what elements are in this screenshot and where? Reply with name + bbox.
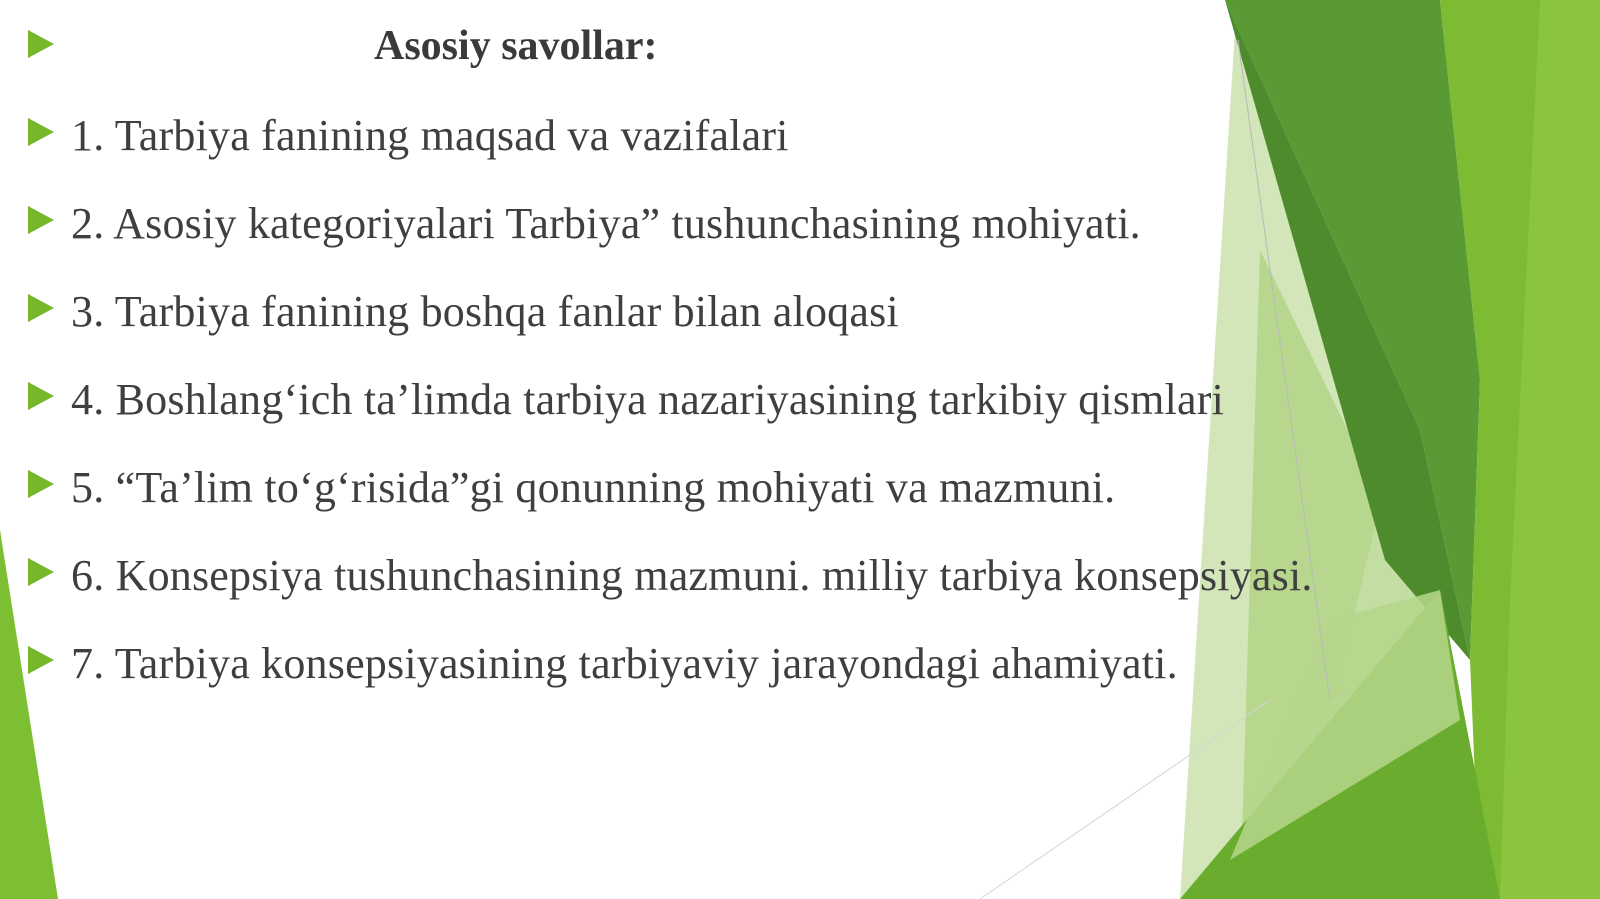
triangle-bullet-icon bbox=[28, 30, 54, 58]
list-item-text: 7. Tarbiya konsepsiyasining tarbiyaviy jarayondagi ahamiyati. bbox=[71, 639, 1178, 688]
list-item-text: 2. Asosiy kategoriyalari Tarbiya” tushunchasining mohiyati. bbox=[71, 199, 1141, 248]
triangle-bullet-icon bbox=[28, 294, 54, 322]
slide-title: Asosiy savollar: bbox=[374, 23, 658, 69]
triangle-bullet-icon bbox=[28, 382, 54, 410]
triangle-bullet-icon bbox=[28, 470, 54, 498]
list-item-text: 3. Tarbiya fanining boshqa fanlar bilan aloqasi bbox=[71, 287, 899, 336]
triangle-bullet-icon bbox=[28, 558, 54, 586]
triangle-bullet-icon bbox=[28, 118, 54, 146]
list-item-text: 6. Konsepsiya tushunchasining mazmuni. milliy tarbiya konsepsiyasi. bbox=[71, 551, 1313, 600]
triangle-bullet-icon bbox=[28, 206, 54, 234]
triangle-bullet-icon bbox=[28, 646, 54, 674]
list-item-text: 4. Boshlang‘ich ta’limda tarbiya nazariyasining tarkibiy qismlari bbox=[71, 375, 1225, 424]
list-item-text: 5. “Ta’lim to‘g‘risida”gi qonunning mohiyati va mazmuni. bbox=[71, 463, 1116, 512]
list-item-text: 1. Tarbiya fanining maqsad va vazifalari bbox=[71, 111, 789, 160]
